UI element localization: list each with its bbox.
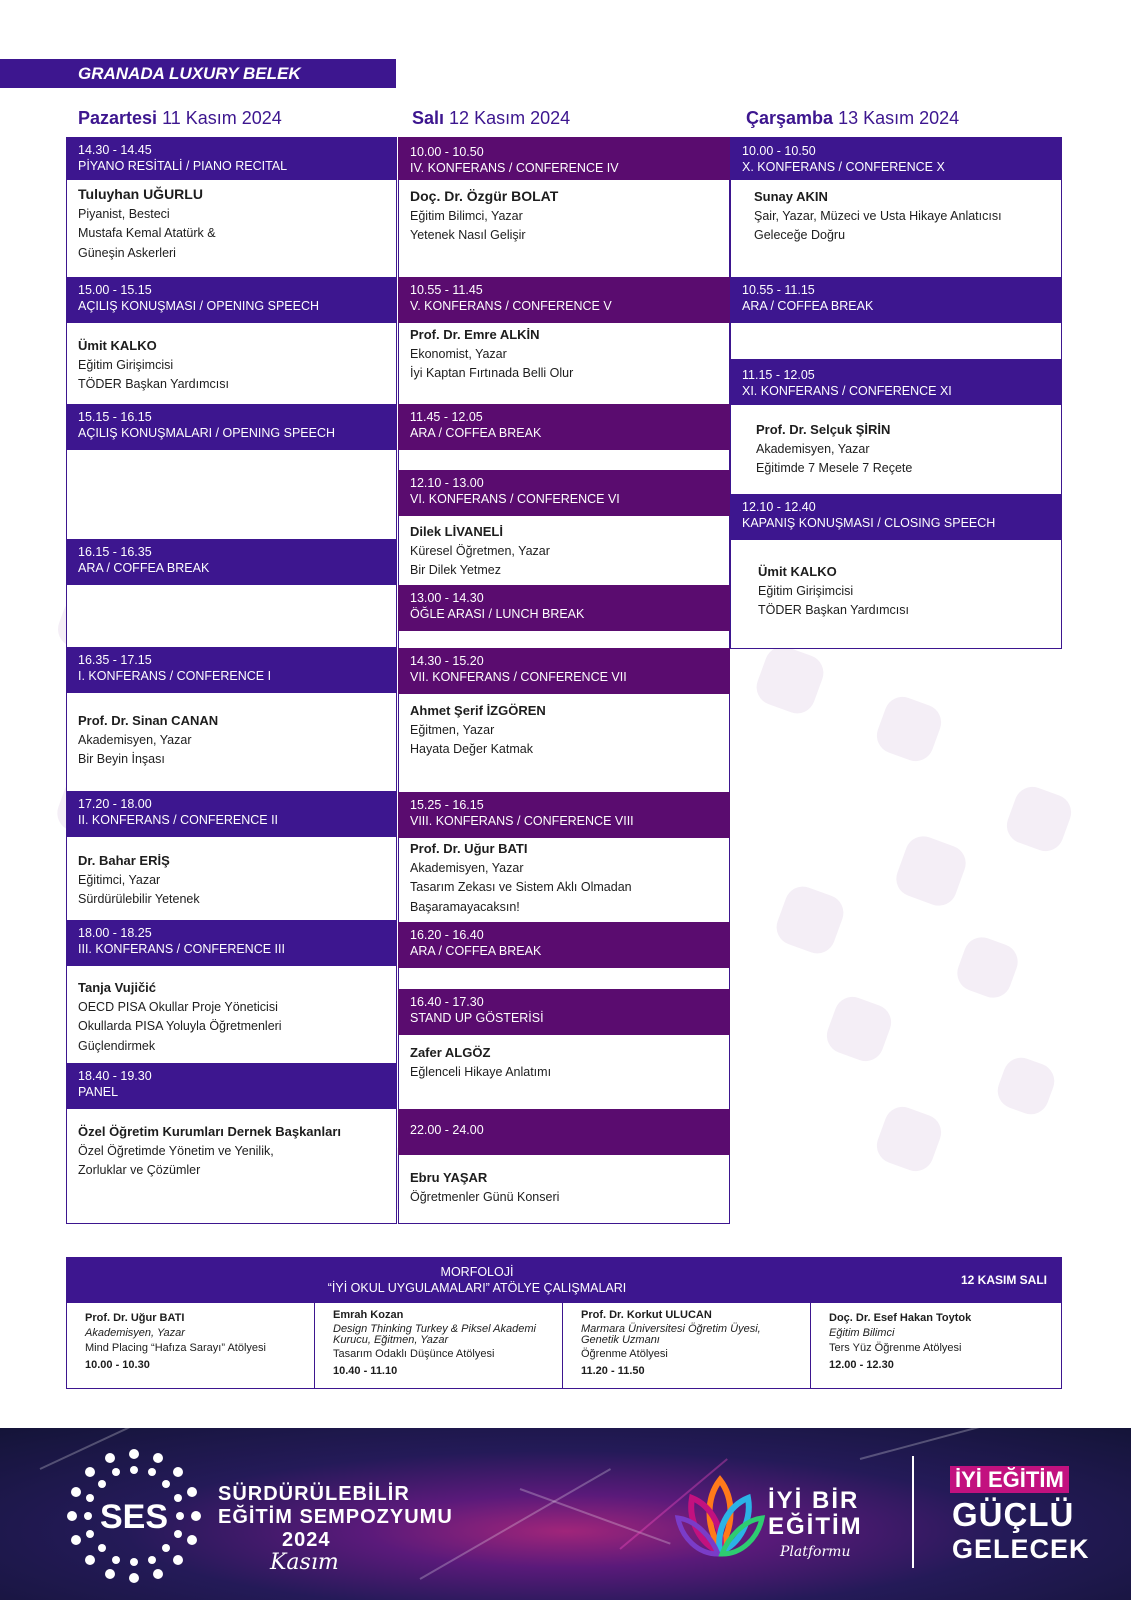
ses-title: SÜRDÜRÜLEBİLİR EĞİTİM SEMPOZYUMU 2024: [218, 1483, 453, 1551]
workshop-item: Prof. Dr. Uğur BATI Akademisyen, Yazar Mind Placing “Hafıza Sarayı” Atölyesi 10.00 - 10.30: [67, 1303, 315, 1388]
venue-banner: GRANADA LUXURY BELEK: [0, 59, 396, 88]
session-bar: 22.00 - 24.00: [398, 1109, 730, 1155]
session-details: Prof. Dr. Sinan CANAN Akademisyen, Yazar Bir Beyin İnşası: [78, 713, 219, 766]
session-bar: 15.00 - 15.15 AÇILIŞ KONUŞMASI / OPENING SPEECH: [66, 277, 397, 323]
workshops-table: [66, 1257, 1062, 1389]
workshop-item: Doç. Dr. Esef Hakan Toytok Eğitim Bilimci Ters Yüz Öğrenme Atölyesi 12.00 - 12.30: [829, 1312, 972, 1371]
session-bar: 15.25 - 16.15 VIII. KONFERANS / CONFERENCE VIII: [398, 792, 730, 838]
session-bar: 16.15 - 16.35 ARA / COFFEA BREAK: [66, 539, 397, 585]
workshops-title-line1: MORFOLOJİ: [440, 1265, 514, 1279]
lotus-icon: [672, 1468, 768, 1564]
session-details: Sunay AKIN Şair, Yazar, Müzeci ve Usta Hikaye Anlatıcısı Geleceğe Doğru: [754, 189, 1002, 242]
session-details: Prof. Dr. Selçuk ŞİRİN Akademisyen, Yazar Eğitimde 7 Mesele 7 Reçete: [756, 422, 913, 475]
session-details: Doç. Dr. Özgür BOLAT Eğitim Bilimci, Yazar Yetenek Nasıl Gelişir: [410, 188, 559, 242]
session-bar: 12.10 - 12.40 KAPANIŞ KONUŞMASI / CLOSING SPEECH: [730, 494, 1062, 540]
session-details: Tanja Vujičić OECD PISA Okullar Proje Yöneticisi Okullarda PISA Yoluyla Öğretmenleri Güçlendirmek: [78, 980, 282, 1053]
workshops-title-line2: “İYİ OKUL UYGULAMALARI” ATÖLYE ÇALIŞMALARI: [327, 1281, 627, 1295]
session-details: Ümit KALKO Eğitim Girişimcisi TÖDER Başkan Yardımcısı: [758, 564, 909, 617]
session-details: Zafer ALGÖZ Eğlenceli Hikaye Anlatımı: [410, 1045, 552, 1079]
day-header-tuesday: Salı 12 Kasım 2024: [412, 108, 571, 128]
session-bar: 11.15 - 12.05 XI. KONFERANS / CONFERENCE XI: [730, 359, 1062, 405]
session-details: Özel Öğretim Kurumları Dernek Başkanları Özel Öğretimde Yönetim ve Yenilik, Zorluklar ve Çözümler: [78, 1124, 341, 1177]
day-header-wednesday: Çarşamba 13 Kasım 2024: [746, 108, 960, 128]
workshop-item: Prof. Dr. Korkut ULUCAN Marmara Üniversitesi Öğretim Üyesi, Genetik Uzmanı Öğrenme Atölyesi 11.20 - 11.50: [563, 1303, 811, 1388]
session-bar: 18.00 - 18.25 III. KONFERANS / CONFERENCE III: [66, 920, 397, 966]
session-details: Ümit KALKO Eğitim Girişimcisi TÖDER Başkan Yardımcısı: [78, 338, 229, 391]
wednesday-column: [730, 137, 1062, 649]
svg-text:SES: SES: [99, 1498, 169, 1536]
slogan-line1: İYİ EĞİTİM: [950, 1466, 1069, 1493]
session-bar: 12.10 - 13.00 VI. KONFERANS / CONFERENCE VI: [398, 470, 730, 516]
session-bar: 16.20 - 16.40 ARA / COFFEA BREAK: [398, 922, 730, 968]
session-bar: 10.55 - 11.15 ARA / COFFEA BREAK: [730, 277, 1062, 323]
session-details: Prof. Dr. Emre ALKİN Ekonomist, Yazar İyi Kaptan Fırtınada Belli Olur: [410, 327, 574, 380]
slogan-line3: GELECEK: [952, 1534, 1090, 1564]
session-bar: 13.00 - 14.30 ÖĞLE ARASI / LUNCH BREAK: [398, 585, 730, 631]
session-bar: 10.00 - 10.50 X. KONFERANS / CONFERENCE X: [730, 137, 1062, 180]
session-details: Dilek LİVANELİ Küresel Öğretmen, Yazar Bir Dilek Yetmez: [410, 524, 550, 577]
workshops-date: 12 KASIM SALI: [960, 1273, 1047, 1287]
monday-column: [66, 137, 397, 1224]
session-bar: 16.35 - 17.15 I. KONFERANS / CONFERENCE I: [66, 647, 397, 693]
slogan-line2: GÜÇLÜ: [952, 1496, 1075, 1533]
tuesday-column: [398, 137, 730, 1224]
session-bar: 15.15 - 16.15 AÇILIŞ KONUŞMALARI / OPENING SPEECH: [66, 404, 397, 450]
session-details: Ahmet Şerif İZGÖREN Eğitmen, Yazar Hayata Değer Katmak: [410, 703, 546, 756]
session-bar: 18.40 - 19.30 PANEL: [66, 1063, 397, 1109]
footer-divider: [912, 1456, 914, 1568]
session-bar: 14.30 - 14.45 PİYANO RESİTALİ / PIANO RECITAL: [66, 137, 397, 180]
session-bar: 10.00 - 10.50 IV. KONFERANS / CONFERENCE IV: [398, 137, 730, 180]
ses-logo: [64, 1446, 204, 1586]
session-details: Tuluyhan UĞURLU Piyanist, Besteci Mustafa Kemal Atatürk & Güneşin Askerleri: [78, 186, 216, 260]
iyi-bir-egitim-title: İYİ BİR EĞİTİM: [768, 1487, 863, 1540]
workshop-item: Emrah Kozan Design Thinking Turkey & Piksel Akademi Kurucu, Eğitmen, Yazar Tasarım Odaklı Düşünce Atölyesi 10.40 - 11.10: [315, 1303, 563, 1388]
platformu-label: Platformu: [780, 1544, 851, 1560]
session-bar: 10.55 - 11.45 V. KONFERANS / CONFERENCE V: [398, 277, 730, 323]
session-bar: 17.20 - 18.00 II. KONFERANS / CONFERENCE II: [66, 791, 397, 837]
session-bar: 11.45 - 12.05 ARA / COFFEA BREAK: [398, 404, 730, 450]
footer-banner: [0, 1428, 1131, 1600]
session-details: Dr. Bahar ERİŞ Eğitimci, Yazar Sürdürülebilir Yetenek: [78, 853, 200, 906]
workshops-header: [67, 1258, 1061, 1303]
session-bar: 16.40 - 17.30 STAND UP GÖSTERİSİ: [398, 989, 730, 1035]
ses-signature: Kasım: [270, 1550, 339, 1575]
day-header-monday: Pazartesi 11 Kasım 2024: [78, 108, 282, 128]
session-details: Prof. Dr. Uğur BATI Akademisyen, Yazar Tasarım Zekası ve Sistem Aklı Olmadan Başaramayacaksın!: [410, 841, 632, 914]
session-details: Ebru YAŞAR Öğretmenler Günü Konseri: [410, 1170, 560, 1204]
session-bar: 14.30 - 15.20 VII. KONFERANS / CONFERENCE VII: [398, 648, 730, 694]
